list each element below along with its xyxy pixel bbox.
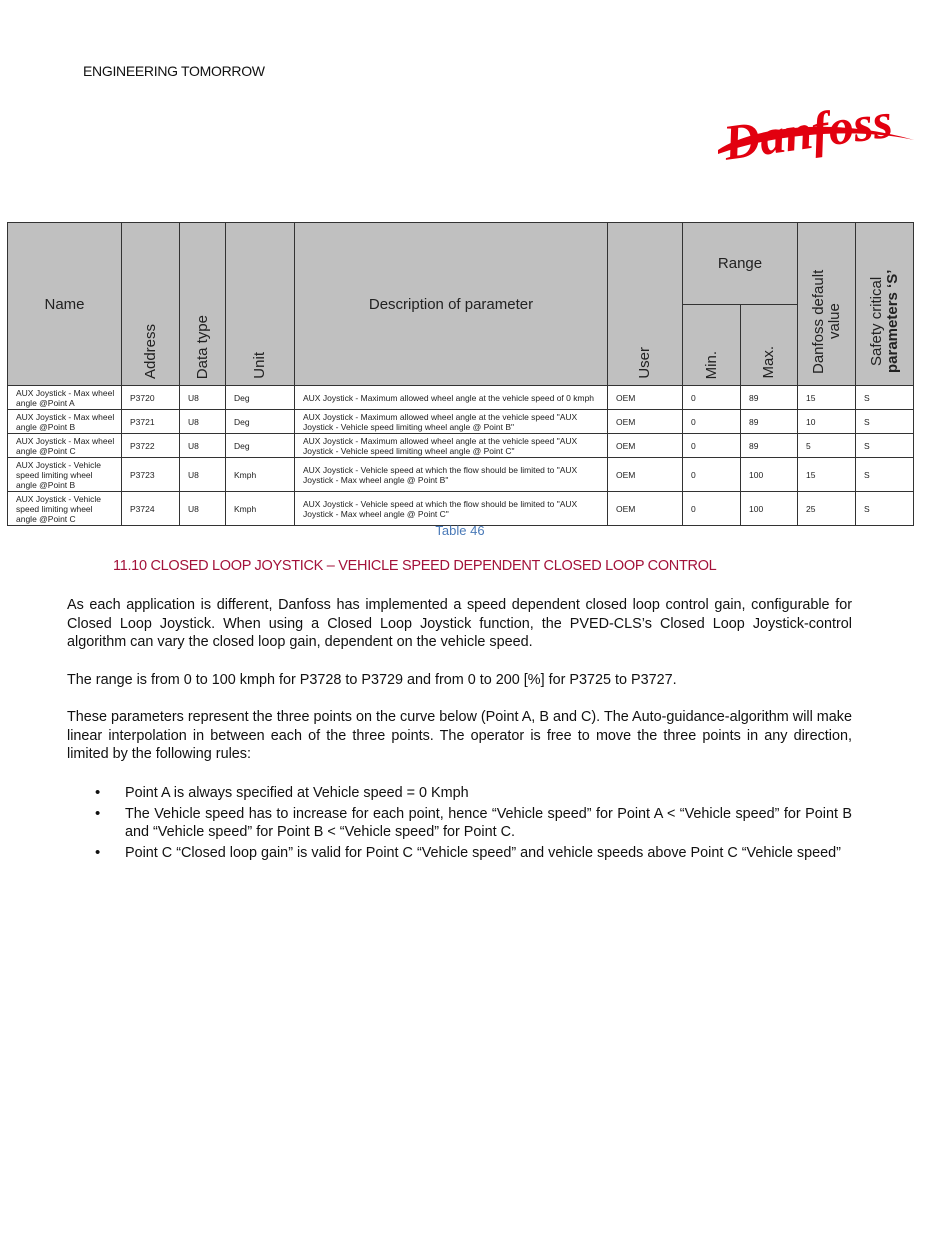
cell-default: 5 bbox=[798, 434, 856, 458]
parameter-table bbox=[7, 222, 914, 526]
table-row bbox=[8, 410, 914, 434]
header-data-type: Data type bbox=[180, 223, 226, 386]
header-default: Danfoss default value bbox=[798, 223, 856, 386]
cell-data-type: U8 bbox=[180, 458, 226, 492]
cell-user: OEM bbox=[608, 410, 683, 434]
cell-name: AUX Joystick - Vehicle speed limiting wheel angle @Point B bbox=[8, 458, 122, 492]
cell-description: AUX Joystick - Maximum allowed wheel angle at the vehicle speed "AUX Joystick - Vehicle speed limiting wheel angle @ Point B" bbox=[295, 410, 608, 434]
cell-min: 0 bbox=[683, 458, 741, 492]
cell-max: 89 bbox=[741, 434, 798, 458]
paragraph: The range is from 0 to 100 kmph for P3728 to P3729 and from 0 to 200 [%] for P3725 to P3727. bbox=[67, 672, 677, 688]
cell-max: 100 bbox=[741, 492, 798, 526]
cell-name: AUX Joystick - Vehicle speed limiting wheel angle @Point C bbox=[8, 492, 122, 526]
cell-address: P3721 bbox=[122, 410, 180, 434]
cell-address: P3723 bbox=[122, 458, 180, 492]
cell-safety: S bbox=[856, 492, 914, 526]
cell-user: OEM bbox=[608, 386, 683, 410]
cell-min: 0 bbox=[683, 492, 741, 526]
header-user: User bbox=[608, 223, 683, 386]
cell-default: 10 bbox=[798, 410, 856, 434]
cell-unit: Kmph bbox=[226, 492, 295, 526]
table-row bbox=[8, 434, 914, 458]
danfoss-logo bbox=[710, 88, 916, 174]
header-unit: Unit bbox=[226, 223, 295, 386]
header-range: Range bbox=[683, 223, 798, 305]
cell-unit: Deg bbox=[226, 410, 295, 434]
cell-description: AUX Joystick - Maximum allowed wheel angle at the vehicle speed "AUX Joystick - Vehicle speed limiting wheel angle @ Point C" bbox=[295, 434, 608, 458]
table-row bbox=[8, 386, 914, 410]
cell-default: 15 bbox=[798, 458, 856, 492]
cell-unit: Deg bbox=[226, 434, 295, 458]
cell-address: P3724 bbox=[122, 492, 180, 526]
cell-max: 89 bbox=[741, 386, 798, 410]
cell-user: OEM bbox=[608, 458, 683, 492]
cell-description: AUX Joystick - Maximum allowed wheel angle at the vehicle speed of 0 kmph bbox=[295, 386, 608, 410]
cell-unit: Kmph bbox=[226, 458, 295, 492]
cell-safety: S bbox=[856, 410, 914, 434]
table-row bbox=[8, 458, 914, 492]
cell-data-type: U8 bbox=[180, 386, 226, 410]
cell-user: OEM bbox=[608, 434, 683, 458]
section-title: 11.10 CLOSED LOOP JOYSTICK – VEHICLE SPEED DEPENDENT CLOSED LOOP CONTROL bbox=[113, 558, 717, 574]
cell-safety: S bbox=[856, 458, 914, 492]
paragraph: These parameters represent the three points on the curve below (Point A, B and C). The Auto-guidance-algorithm will make linear interpolation in between each of the three points. The operator is free to move the three points in any direction, limited by the following rules: bbox=[67, 709, 852, 762]
cell-description: AUX Joystick - Vehicle speed at which the flow should be limited to "AUX Joystick - Max wheel angle @ Point B" bbox=[295, 458, 608, 492]
list-item: • The Vehicle speed has to increase for each point, hence “Vehicle speed” for Point A < “Vehicle speed” for Point B and “Vehicle speed” for Point B < “Vehicle speed” for Point C. bbox=[67, 805, 852, 842]
cell-description: AUX Joystick - Vehicle speed at which the flow should be limited to "AUX Joystick - Max wheel angle @ Point C" bbox=[295, 492, 608, 526]
cell-data-type: U8 bbox=[180, 410, 226, 434]
header-title: ENGINEERING TOMORROW bbox=[83, 63, 265, 79]
cell-name: AUX Joystick - Max wheel angle @Point A bbox=[8, 386, 122, 410]
cell-name: AUX Joystick - Max wheel angle @Point C bbox=[8, 434, 122, 458]
cell-data-type: U8 bbox=[180, 492, 226, 526]
cell-default: 15 bbox=[798, 386, 856, 410]
list-item: • Point C “Closed loop gain” is valid for Point C “Vehicle speed” and vehicle speeds above Point C “Vehicle speed” bbox=[67, 844, 852, 863]
list-item: • Point A is always specified at Vehicle speed = 0 Kmph bbox=[67, 784, 852, 803]
paragraph: As each application is different, Danfoss has implemented a speed dependent closed loop control gain, configurable for Closed Loop Joystick. When using a Closed Loop Joystick function, the PVED-CLS’s Closed Loop Joystick-control algorithm can vary the closed loop gain, dependent on the vehicle speed. bbox=[67, 597, 852, 650]
rules-list bbox=[67, 784, 852, 864]
cell-unit: Deg bbox=[226, 386, 295, 410]
cell-max: 89 bbox=[741, 410, 798, 434]
cell-user: OEM bbox=[608, 492, 683, 526]
table-row bbox=[8, 492, 914, 526]
cell-address: P3720 bbox=[122, 386, 180, 410]
cell-max: 100 bbox=[741, 458, 798, 492]
cell-name: AUX Joystick - Max wheel angle @Point B bbox=[8, 410, 122, 434]
cell-safety: S bbox=[856, 434, 914, 458]
cell-min: 0 bbox=[683, 386, 741, 410]
header-min: Min. bbox=[683, 304, 741, 386]
cell-safety: S bbox=[856, 386, 914, 410]
cell-data-type: U8 bbox=[180, 434, 226, 458]
header-description: Description of parameter bbox=[295, 223, 608, 386]
table-caption: Table 46 bbox=[435, 523, 485, 538]
header-safety: Safety critical parameters ‘S’ bbox=[856, 223, 914, 386]
header-name: Name bbox=[8, 223, 122, 386]
cell-default: 25 bbox=[798, 492, 856, 526]
cell-address: P3722 bbox=[122, 434, 180, 458]
cell-min: 0 bbox=[683, 434, 741, 458]
header-max: Max. bbox=[741, 304, 798, 386]
svg-text:Danfoss: Danfoss bbox=[719, 91, 896, 171]
cell-min: 0 bbox=[683, 410, 741, 434]
header-address: Address bbox=[122, 223, 180, 386]
